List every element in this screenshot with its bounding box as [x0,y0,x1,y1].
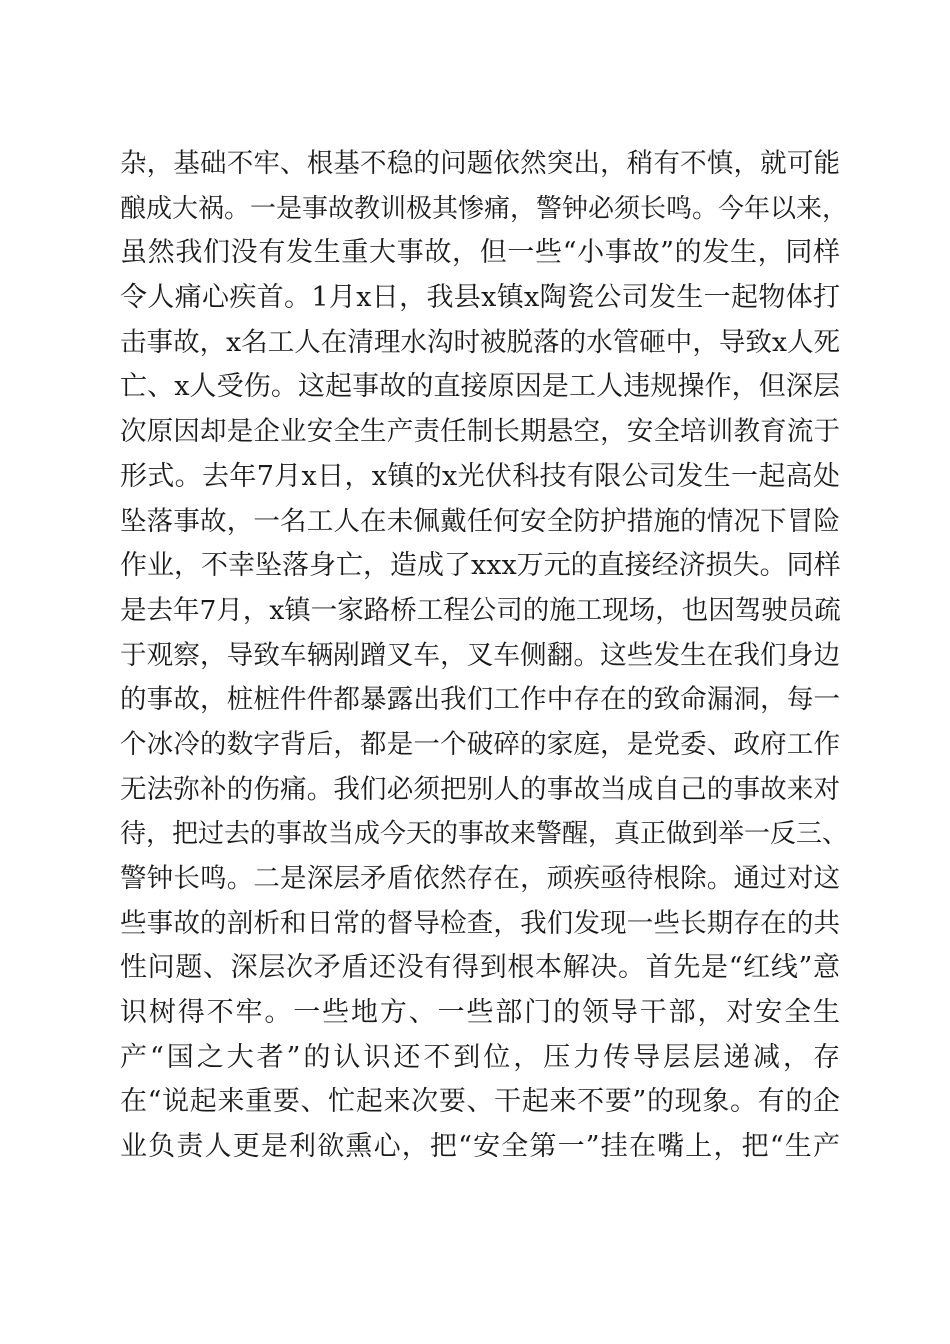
text-line: 酿成大祸。一是事故教训极其惨痛，警钟必须长鸣。今年以来， [120,193,849,224]
text-line: 作业，不幸坠落身亡，造成了xxx万元的直接经济损失。同样 [120,550,841,582]
text-line: 待，把过去的事故当成今天的事故来警醒，真正做到举一反三、 [120,819,849,850]
text-line: 坠落事故，一名工人在未佩戴任何安全防护措施的情况下冒险 [120,505,840,537]
text-line: 亡、x人受伤。这起事故的直接原因是工人违规操作，但深层 [120,371,840,403]
text-line: 的事故，桩桩件件都暴露出我们工作中存在的致命漏洞，每一 [120,684,840,716]
text-line: 次原因却是企业安全生产责任制长期悬空，安全培训教育流于 [120,416,840,448]
body-text [120,142,849,1170]
text-line: 性问题、深层次矛盾还没有得到根本解决。首先是“红线”意 [120,952,840,984]
text-line: 虽然我们没有发生重大事故，但一些“小事故”的发生，同样 [120,237,840,269]
text-line: 于观察，导致车辆剐蹭叉车，叉车侧翻。这些发生在我们身边 [120,639,840,671]
text-line: 识树得不牢。一些地方、一些部门的领导干部，对安全生 [120,997,840,1029]
text-line: 击事故，x名工人在清理水沟时被脱落的水管砸中，导致x人死 [120,326,840,358]
text-line: 令人痛心疾首。1月x日，我县x镇x陶瓷公司发生一起物体打 [120,282,840,314]
text-line: 无法弥补的伤痛。我们必须把别人的事故当成自己的事故来对 [120,773,840,805]
text-line: 杂，基础不牢、根基不稳的问题依然突出，稍有不慎，就可能 [120,148,840,179]
text-line: 业负责人更是利欲熏心，把“安全第一”挂在嘴上，把“生产 [120,1131,840,1163]
text-line: 个冰冷的数字背后，都是一个破碎的家庭，是党委、政府工作 [120,728,840,760]
text-line: 些事故的剖析和日常的督导检查，我们发现一些长期存在的共 [120,907,840,939]
text-line: 产“国之大者”的认识还不到位，压力传导层层递减，存 [120,1041,840,1073]
text-line: 形式。去年7月x日，x镇的x光伏科技有限公司发生一起高处 [120,460,840,492]
text-line: 是去年7月，x镇一家路桥工程公司的施工现场，也因驾驶员疏 [120,594,841,626]
text-line: 在“说起来重要、忙起来次要、干起来不要”的现象。有的企 [120,1086,840,1118]
text-line: 警钟长鸣。二是深层矛盾依然存在，顽疾亟待根除。通过对这 [120,863,840,894]
